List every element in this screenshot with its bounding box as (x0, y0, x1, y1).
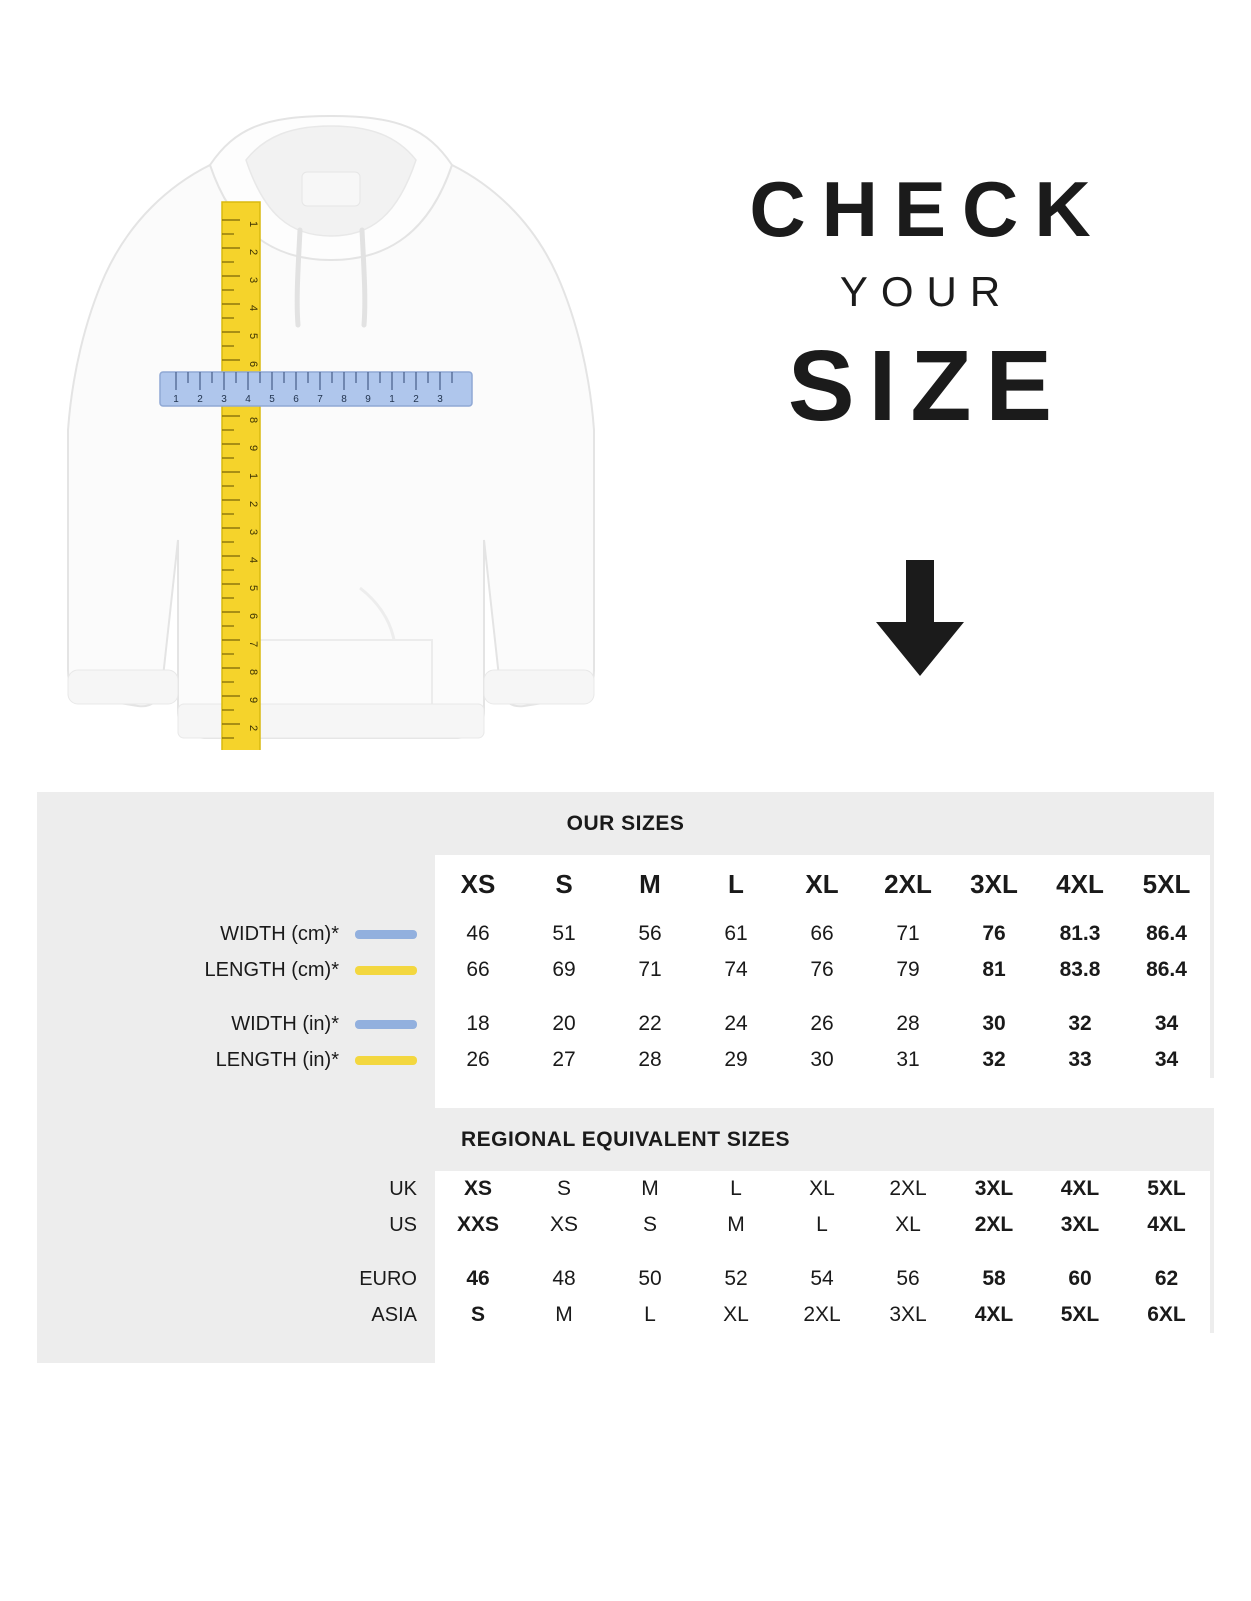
cell: 66 (435, 952, 521, 988)
arrow-down-icon (630, 560, 1210, 678)
hero-section (0, 0, 1251, 790)
cell: XS (521, 1207, 607, 1243)
cell: S (521, 1171, 607, 1207)
cell: 76 (779, 952, 865, 988)
row-spacer (37, 988, 1214, 1006)
svg-text:9: 9 (247, 696, 259, 704)
table-row (37, 916, 1214, 952)
headline-line-2: YOUR (839, 268, 1014, 315)
cell: 46 (435, 916, 521, 952)
size-chart (37, 792, 1214, 1363)
cell: 54 (779, 1261, 865, 1297)
cell: L (693, 1171, 779, 1207)
size-col-s: S (521, 855, 607, 916)
svg-text:8: 8 (247, 668, 259, 676)
table-row (37, 1297, 1214, 1333)
cell: 56 (607, 916, 693, 952)
row-label-width-cm: WIDTH (cm)* (37, 916, 435, 952)
row-label-length-in: LENGTH (in)* (37, 1042, 435, 1078)
cell: 2XL (779, 1297, 865, 1333)
cell: 2XL (951, 1207, 1037, 1243)
cell: 6XL (1123, 1297, 1210, 1333)
our-sizes-title: OUR SIZES (37, 792, 1214, 855)
cell: XS (435, 1171, 521, 1207)
cell: 28 (607, 1042, 693, 1078)
cell: 4XL (951, 1297, 1037, 1333)
row-label-width-in: WIDTH (in)* (37, 1006, 435, 1042)
svg-text:1: 1 (389, 394, 395, 405)
width-swatch-icon (355, 930, 417, 939)
cell: 22 (607, 1006, 693, 1042)
cell: 81.3 (1037, 916, 1123, 952)
row-label-length-cm: LENGTH (cm)* (37, 952, 435, 988)
svg-text:2: 2 (197, 394, 203, 405)
headline (630, 165, 1210, 443)
cell: 46 (435, 1261, 521, 1297)
cell: 48 (521, 1261, 607, 1297)
svg-text:1: 1 (247, 472, 259, 480)
svg-text:9: 9 (247, 444, 259, 452)
svg-text:2: 2 (247, 500, 259, 508)
cell: 83.8 (1037, 952, 1123, 988)
svg-text:3: 3 (247, 276, 259, 284)
svg-text:7: 7 (247, 640, 259, 648)
cell: 71 (607, 952, 693, 988)
size-col-xl: XL (779, 855, 865, 916)
cell: 29 (693, 1042, 779, 1078)
cell: 32 (951, 1042, 1037, 1078)
svg-text:7: 7 (317, 394, 323, 405)
svg-text:4: 4 (247, 556, 259, 564)
length-swatch-icon (355, 966, 417, 975)
svg-text:3: 3 (221, 394, 227, 405)
cell: L (607, 1297, 693, 1333)
table-row (37, 1207, 1214, 1243)
regional-sizes-title: REGIONAL EQUIVALENT SIZES (37, 1108, 1214, 1171)
cell: 50 (607, 1261, 693, 1297)
svg-text:2: 2 (247, 724, 259, 732)
size-col-l: L (693, 855, 779, 916)
svg-text:6: 6 (247, 360, 259, 368)
cell: 76 (951, 916, 1037, 952)
table-row (37, 1171, 1214, 1207)
hoodie-svg (60, 110, 600, 750)
cell: 58 (951, 1261, 1037, 1297)
cell: 71 (865, 916, 951, 952)
cell: 61 (693, 916, 779, 952)
length-swatch-icon (355, 1056, 417, 1065)
cell: 26 (435, 1042, 521, 1078)
svg-text:5: 5 (247, 332, 259, 340)
cell: 86.4 (1123, 916, 1210, 952)
size-col-5xl: 5XL (1123, 855, 1210, 916)
cell: 51 (521, 916, 607, 952)
cell: 81 (951, 952, 1037, 988)
svg-text:9: 9 (365, 394, 371, 405)
cell: XL (865, 1207, 951, 1243)
svg-text:5: 5 (269, 394, 275, 405)
blue-ruler (160, 372, 472, 406)
header-blank (37, 855, 435, 916)
row-label-asia: ASIA (37, 1297, 435, 1333)
cell: 28 (865, 1006, 951, 1042)
cell: 2XL (865, 1171, 951, 1207)
cell: 26 (779, 1006, 865, 1042)
cell: 4XL (1037, 1171, 1123, 1207)
cell: 60 (1037, 1261, 1123, 1297)
row-label-euro: EURO (37, 1261, 435, 1297)
cell: 52 (693, 1261, 779, 1297)
cell: S (435, 1297, 521, 1333)
arrow-down-glyph (872, 560, 968, 678)
size-header-row (37, 855, 1214, 916)
cell: 31 (865, 1042, 951, 1078)
size-col-2xl: 2XL (865, 855, 951, 916)
svg-text:6: 6 (247, 612, 259, 620)
size-col-3xl: 3XL (951, 855, 1037, 916)
cell: 24 (693, 1006, 779, 1042)
yellow-tape-measure (222, 202, 260, 750)
svg-text:2: 2 (247, 248, 259, 256)
cell: M (521, 1297, 607, 1333)
svg-text:3: 3 (437, 394, 443, 405)
cell: 18 (435, 1006, 521, 1042)
cell: L (779, 1207, 865, 1243)
cell: 56 (865, 1261, 951, 1297)
cell: 5XL (1037, 1297, 1123, 1333)
cell: S (607, 1207, 693, 1243)
cell: XXS (435, 1207, 521, 1243)
row-spacer (37, 1243, 1214, 1261)
width-swatch-icon (355, 1020, 417, 1029)
cell: XL (779, 1171, 865, 1207)
cell: 30 (779, 1042, 865, 1078)
cell: 3XL (951, 1171, 1037, 1207)
size-col-xs: XS (435, 855, 521, 916)
cell: 34 (1123, 1006, 1210, 1042)
cell: M (607, 1171, 693, 1207)
size-col-m: M (607, 855, 693, 916)
svg-text:8: 8 (341, 394, 347, 405)
svg-text:3: 3 (247, 528, 259, 536)
row-label-uk: UK (37, 1171, 435, 1207)
cell: XL (693, 1297, 779, 1333)
svg-text:1: 1 (247, 220, 259, 228)
row-spacer (37, 1078, 1214, 1108)
cell: 33 (1037, 1042, 1123, 1078)
cell: 3XL (865, 1297, 951, 1333)
cell: 32 (1037, 1006, 1123, 1042)
cell: 27 (521, 1042, 607, 1078)
svg-text:4: 4 (247, 304, 259, 312)
cell: 5XL (1123, 1171, 1210, 1207)
cell: 3XL (1037, 1207, 1123, 1243)
svg-text:4: 4 (245, 394, 251, 405)
row-label-us: US (37, 1207, 435, 1243)
table-row (37, 1006, 1214, 1042)
svg-text:8: 8 (247, 416, 259, 424)
headline-line-3: SIZE (787, 330, 1067, 443)
cell: 74 (693, 952, 779, 988)
size-col-4xl: 4XL (1037, 855, 1123, 916)
svg-text:2: 2 (413, 394, 419, 405)
svg-text:6: 6 (293, 394, 299, 405)
cell: M (693, 1207, 779, 1243)
cell: 4XL (1123, 1207, 1210, 1243)
table-row (37, 1042, 1214, 1078)
cell: 79 (865, 952, 951, 988)
cell: 69 (521, 952, 607, 988)
hoodie-illustration (60, 110, 600, 750)
cell: 86.4 (1123, 952, 1210, 988)
cell: 34 (1123, 1042, 1210, 1078)
cell: 66 (779, 916, 865, 952)
svg-text:1: 1 (173, 394, 179, 405)
cell: 20 (521, 1006, 607, 1042)
table-row (37, 952, 1214, 988)
table-bottom-spacer (37, 1333, 1214, 1363)
cell: 30 (951, 1006, 1037, 1042)
headline-line-1: CHECK (749, 165, 1107, 253)
table-row (37, 1261, 1214, 1297)
cell: 62 (1123, 1261, 1210, 1297)
svg-text:5: 5 (247, 584, 259, 592)
